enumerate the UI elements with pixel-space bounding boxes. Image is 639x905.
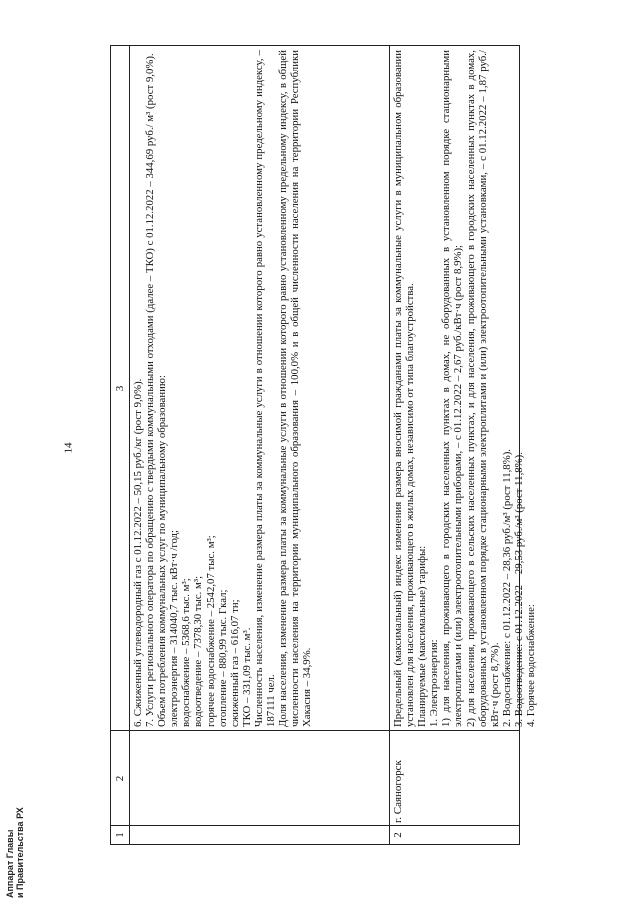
row1-line: электроэнергия – 314040,7 тыс. кВт·ч /год; xyxy=(168,529,181,727)
row2-number: 2 xyxy=(392,832,404,838)
row1-name-cell xyxy=(129,730,389,826)
row2-line: Планируемые (максимальные) тарифы: xyxy=(416,545,429,727)
row2-num-cell xyxy=(389,825,519,844)
row1-line: отопление – 880,99 тыс. Гкал; xyxy=(216,589,229,727)
row1-line: ТКО – 331,09 тыс. м³. xyxy=(240,627,253,727)
row1-content-cell xyxy=(129,46,389,731)
row1-line: горячее водоснабжение – 2542,07 тыс. м³; xyxy=(204,535,217,727)
row2-line: 3. Водоотведение: с 01.12.2022 – 29,53 руб./м³ (рост 11,8%). xyxy=(512,452,525,727)
row1-text xyxy=(132,50,313,727)
row2-name-cell xyxy=(389,730,519,826)
header-col-2: 2 xyxy=(111,730,129,826)
tariff-table xyxy=(110,45,538,845)
footer-line-1: Аппарат Главы xyxy=(5,829,15,898)
row1-line: 6. Сжиженный углеводородный газ с 01.12.2022 – 50,15 руб./кг (рост 9,0%). xyxy=(132,378,144,727)
row2-line: 4. Горячее водоснабжение: xyxy=(525,604,538,727)
row1-line: Объем потребления коммунальных услуг по муниципальному образованию: xyxy=(156,375,169,727)
table-header-row xyxy=(111,46,130,844)
row2-city: г. Саяногорск xyxy=(392,760,404,823)
row1-line: Численность населения, изменение размера платы за коммунальные услуги в отношении которого равно установленному предельному индексу, – 187111 чел. xyxy=(252,50,278,727)
row1-line: сжиженный газ – 616,07 тн; xyxy=(228,599,241,727)
page-number: 14 xyxy=(62,442,75,454)
row2-content-cell xyxy=(389,46,538,731)
row2-line: 2. Водоснабжение: с 01.12.2022 – 28,36 руб./м³ (рост 11,8%). xyxy=(500,449,513,727)
header-col-1: 1 xyxy=(111,825,129,844)
row1-line: водоснабжение – 5368,6 тыс. м³; xyxy=(180,578,193,727)
row1-line: водоотведение – 7378,30 тыс. м³; xyxy=(192,575,205,727)
row1-line: Доля населения, изменение размера платы за коммунальные услуги в отношении которого равно установленному предельному индексу, в общей численности населения на территории муниципального образования – 100,0% и в общей численности населения на территории Республики Хакасия – 34,9%. xyxy=(277,50,314,727)
row2-line: 2) для населения, проживающего в сельских населенных пунктах, и для населения, проживающего в городских населенных пунктах в домах, оборудованных в установленном порядке стационарными электроплитами и (или) электроотопительными установками, – с 01.12.2022 – 1,87 руб./кВт·ч (рост 8,7%). xyxy=(464,50,501,727)
footer-line-2: и Правительства РХ xyxy=(15,807,25,898)
row2-text xyxy=(392,50,537,727)
row2-line: 1) для населения, проживающего в городских населенных пунктах в домах, не оборудованных в установленном порядке стационарными электроплитами и (или) электроотопительными приборами, – с 01.12.2022 – 2,67 руб./кВт·ч (рост 8,9%); xyxy=(440,50,465,727)
row2-line: Предельный (максимальный) индекс изменения размера вносимой гражданами платы за коммунальные услуги в муниципальном образовании установлен для населения, проживающего в жилых домах, независимо от типа благоустройства. xyxy=(392,50,417,727)
header-col-3: 3 xyxy=(114,385,126,392)
table-row-sayanogorsk xyxy=(389,46,538,844)
row1-num-cell xyxy=(129,825,389,844)
row1-line: 7. Услуги регионального оператора по обращению с твердыми коммунальными отходами (далее – ТКО) с 01.12.2022 – 344,69 руб./ м³ (рост 9,0%). xyxy=(144,53,157,727)
row2-line: 1. Электроэнергия: xyxy=(428,639,441,727)
table-row-continuation xyxy=(129,46,390,844)
